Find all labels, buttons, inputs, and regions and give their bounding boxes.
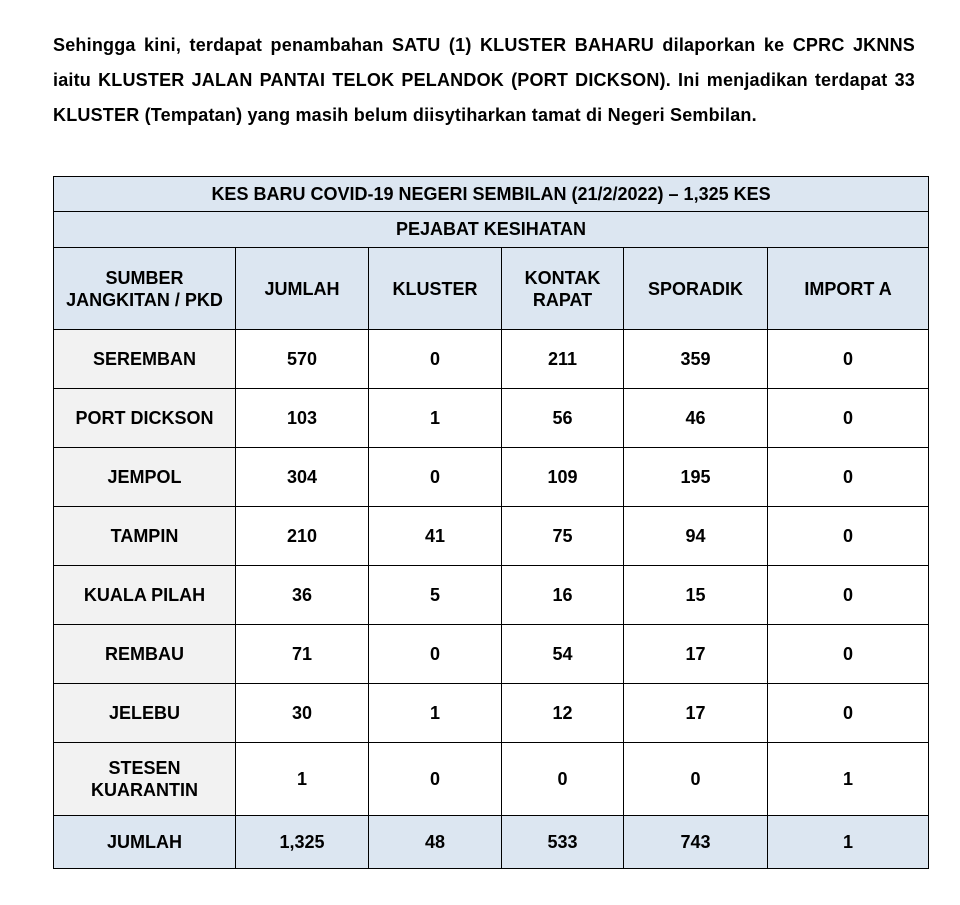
cell-jumlah: 210	[236, 507, 369, 566]
cell-sporadik: 94	[624, 507, 768, 566]
total-import: 1	[768, 816, 929, 869]
cell-import: 0	[768, 389, 929, 448]
cell-sporadik: 15	[624, 566, 768, 625]
cell-import: 0	[768, 684, 929, 743]
table-title-row	[54, 177, 929, 212]
cell-sporadik: 17	[624, 625, 768, 684]
cell-import: 1	[768, 743, 929, 816]
cell-kontak: 109	[502, 448, 624, 507]
cell-kontak: 56	[502, 389, 624, 448]
cell-kluster: 0	[369, 448, 502, 507]
table-row	[54, 684, 929, 743]
cell-import: 0	[768, 625, 929, 684]
header-jumlah: JUMLAH	[236, 248, 369, 330]
header-source: SUMBER JANGKITAN / PKD	[54, 248, 236, 330]
total-label: JUMLAH	[54, 816, 236, 869]
row-label: PORT DICKSON	[54, 389, 236, 448]
cell-kluster: 0	[369, 330, 502, 389]
row-label: SEREMBAN	[54, 330, 236, 389]
table-row	[54, 507, 929, 566]
total-jumlah: 1,325	[236, 816, 369, 869]
table-row	[54, 330, 929, 389]
table-subtitle: PEJABAT KESIHATAN	[54, 212, 929, 248]
cell-kluster: 41	[369, 507, 502, 566]
row-label: JEMPOL	[54, 448, 236, 507]
cell-kontak: 54	[502, 625, 624, 684]
cell-kontak: 16	[502, 566, 624, 625]
table-row	[54, 625, 929, 684]
cell-kluster: 0	[369, 625, 502, 684]
cell-kontak: 0	[502, 743, 624, 816]
total-sporadik: 743	[624, 816, 768, 869]
cell-kluster: 1	[369, 684, 502, 743]
row-label: TAMPIN	[54, 507, 236, 566]
cell-kluster: 1	[369, 389, 502, 448]
header-kontak: KONTAK RAPAT	[502, 248, 624, 330]
intro-paragraph: Sehingga kini, terdapat penambahan SATU (1) KLUSTER BAHARU dilaporkan ke CPRC JKNNS iaitu KLUSTER JALAN PANTAI TELOK PELANDOK (PORT DICKSON). Ini menjadikan terdapat 33 KLUSTER (Tempatan) yang masih belum diisytiharkan tamat di Negeri Sembilan.	[53, 35, 915, 125]
cell-jumlah: 36	[236, 566, 369, 625]
cell-kontak: 75	[502, 507, 624, 566]
cell-jumlah: 103	[236, 389, 369, 448]
table-title: KES BARU COVID-19 NEGERI SEMBILAN (21/2/2022) – 1,325 KES	[54, 177, 929, 212]
table-row	[54, 389, 929, 448]
cases-table	[53, 176, 929, 869]
cell-import: 0	[768, 448, 929, 507]
cell-jumlah: 570	[236, 330, 369, 389]
header-import: IMPORT A	[768, 248, 929, 330]
cell-sporadik: 0	[624, 743, 768, 816]
row-label: KUALA PILAH	[54, 566, 236, 625]
row-label: JELEBU	[54, 684, 236, 743]
cell-import: 0	[768, 566, 929, 625]
cell-import: 0	[768, 330, 929, 389]
cell-sporadik: 17	[624, 684, 768, 743]
cell-jumlah: 304	[236, 448, 369, 507]
cell-kontak: 12	[502, 684, 624, 743]
table-row	[54, 743, 929, 816]
cell-sporadik: 359	[624, 330, 768, 389]
header-kluster: KLUSTER	[369, 248, 502, 330]
table-subtitle-row	[54, 212, 929, 248]
header-sporadik: SPORADIK	[624, 248, 768, 330]
table-row	[54, 448, 929, 507]
cell-jumlah: 71	[236, 625, 369, 684]
total-kluster: 48	[369, 816, 502, 869]
row-label: REMBAU	[54, 625, 236, 684]
total-kontak: 533	[502, 816, 624, 869]
table-total-row	[54, 816, 929, 869]
table-header-row	[54, 248, 929, 330]
table-row	[54, 566, 929, 625]
cell-sporadik: 46	[624, 389, 768, 448]
cell-import: 0	[768, 507, 929, 566]
cell-jumlah: 1	[236, 743, 369, 816]
cell-kluster: 0	[369, 743, 502, 816]
cell-kluster: 5	[369, 566, 502, 625]
cell-sporadik: 195	[624, 448, 768, 507]
row-label: STESEN KUARANTIN	[54, 743, 236, 816]
cell-kontak: 211	[502, 330, 624, 389]
cell-jumlah: 30	[236, 684, 369, 743]
